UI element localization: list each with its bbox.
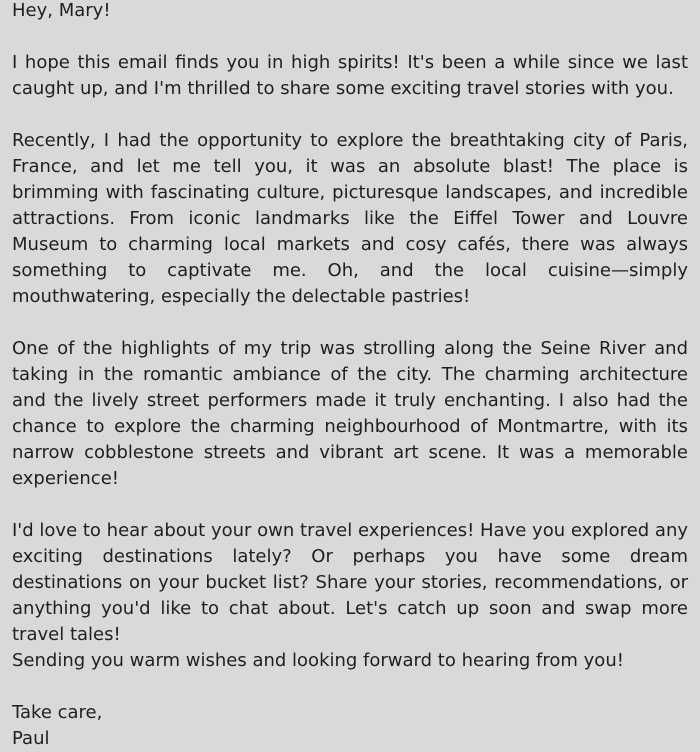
email-paragraph: One of the highlights of my trip was strolling along the Seine River and taking in the romantic ambiance of the city. The charming architecture and the lively street performers made it truly enchanting. I also had the chance to explore the charming neighbourhood of Montmartre, with its narrow cobblestone streets and vibrant art scene. It was a memorable experience! bbox=[12, 338, 688, 489]
email-signoff: Take care, bbox=[12, 702, 103, 723]
email-paragraph: Recently, I had the opportunity to explore the breathtaking city of Paris, France, and let me tell you, it was an absolute blast! The place is brimming with fascinating culture, picturesque landscapes, and incredible attractions. From iconic landmarks like the Eiffel Tower and Louvre Museum to charming local markets and cosy cafés, there was always something to captivate me. Oh, and the local cuisine—simply mouthwatering, especially the delectable pastries! bbox=[12, 130, 688, 307]
email-paragraph: I'd love to hear about your own travel experiences! Have you explored any exciting destinations lately? Or perhaps you have some dream destinations on your bucket list? Share your stories, recommendations, or anything you'd like to chat about. Let's catch up soon and swap more travel tales! bbox=[12, 520, 689, 645]
email-greeting: Hey, Mary! bbox=[12, 0, 111, 21]
email-paragraph: I hope this email finds you in high spirits! It's been a while since we last caught up, and I'm thrilled to share some exciting travel stories with you. bbox=[12, 52, 688, 99]
email-body bbox=[12, 0, 688, 752]
email-closing-wish: Sending you warm wishes and looking forward to hearing from you! bbox=[12, 650, 624, 671]
email-signature: Paul bbox=[12, 728, 50, 749]
